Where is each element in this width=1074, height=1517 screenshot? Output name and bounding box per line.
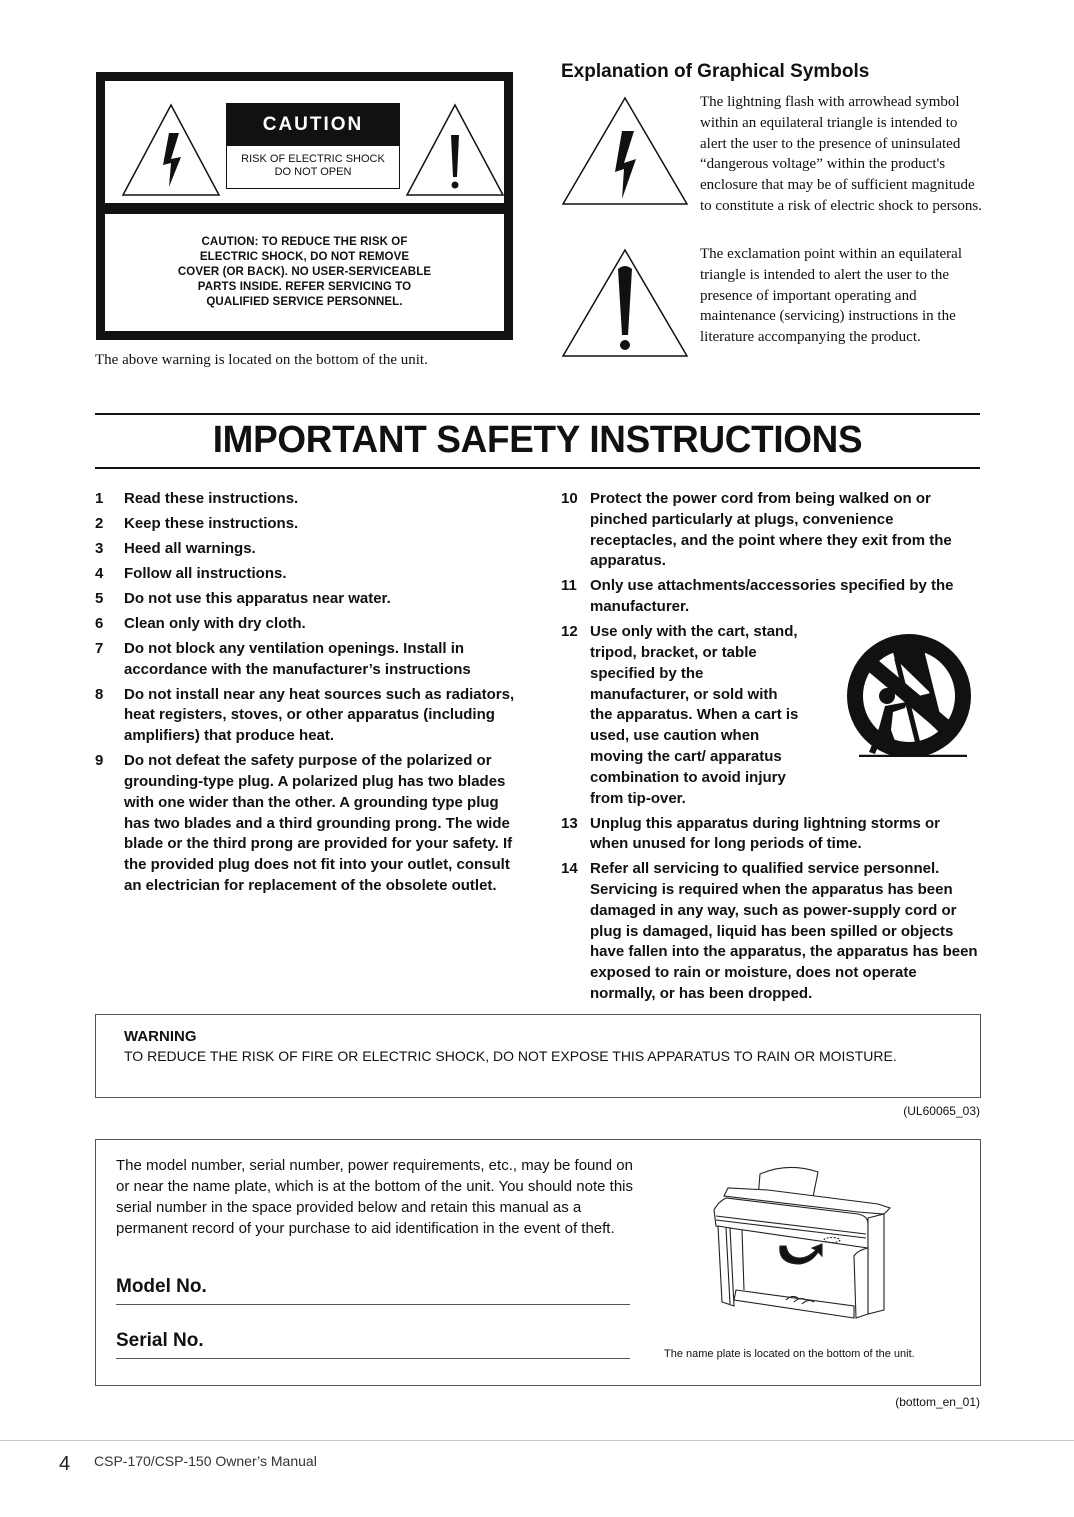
caution-label-bottom: [105, 214, 504, 331]
lightning-triangle-icon: [119, 101, 223, 198]
instruction-item: [561, 576, 981, 618]
instruction-number: 8: [95, 685, 104, 703]
serial-number-field[interactable]: [116, 1330, 630, 1359]
warning-title: WARNING: [124, 1028, 197, 1045]
instruction-text: Unplug this apparatus during lightning storms or when unused for long periods of time.: [590, 814, 940, 853]
page-title: IMPORTANT SAFETY INSTRUCTIONS: [212, 419, 863, 461]
instruction-number: 1: [95, 490, 104, 507]
instruction-text: Heed all warnings.: [124, 539, 256, 557]
instruction-number: 4: [95, 564, 104, 582]
lightning-explanation-text: The lightning flash with arrowhead symbol within an equilateral triangle is intended to alert the user to the presence of uninsulated “dangerous voltage” within the product's enclosure that may be of sufficient magnitude to constitute a risk of electric shock to persons.: [700, 94, 983, 214]
instruction-number: 3: [95, 539, 104, 557]
instruction-text: Do not defeat the safety purpose of the polarized or grounding-type plug. A polarized plug has two blades with one wider than the other. A grounding type plug has two blades and a third grounding prong. The wide blade or the third prong are provided for your safety. If the provided plug does not fit into your outlet, consult an electrician for replacement of the obsolete outlet.: [124, 752, 513, 895]
instruction-text: Use only with the cart, stand, tripod, bracket, or table specified by the manufacturer, or sold with the apparatus. When a cart is used, use caution when moving the cart/ apparatus combination to avoid injury from tip-over.: [590, 623, 799, 807]
instruction-text: Do not block any ventilation openings. Install in accordance with the manufacturer’s instructions: [124, 639, 471, 678]
warning-text: TO REDUCE THE RISK OF FIRE OR ELECTRIC SHOCK, DO NOT EXPOSE THIS APPARATUS TO RAIN OR MOISTURE.: [124, 1048, 897, 1064]
instruction-text: Keep these instructions.: [124, 514, 299, 532]
caution-body-line: QUALIFIED SERVICE PERSONNEL.: [206, 296, 403, 308]
instruction-item: [95, 751, 520, 897]
page-number: 4: [59, 1453, 71, 1475]
instruction-number: 12: [561, 623, 578, 641]
lightning-triangle-icon: [560, 95, 690, 207]
instruction-number: 7: [95, 639, 104, 657]
caution-body-line: COVER (OR BACK). NO USER-SERVICEABLE: [177, 266, 432, 278]
instruction-number: 5: [95, 589, 104, 607]
piano-illustration: [708, 1160, 898, 1336]
instruction-number: 6: [95, 614, 104, 632]
instruction-item: [561, 489, 981, 572]
caution-subtext: [227, 146, 399, 179]
caution-box: [226, 103, 400, 189]
nameplate-description: The model number, serial number, power requirements, etc., may be found on or near the name plate, which is at the bottom of the unit. You should note this serial number in the space provided below and retain this manual as a permanent record of your purchase to aid identification in the event of theft.: [116, 1157, 634, 1237]
title-rule-bottom: [95, 467, 980, 469]
exclamation-triangle-icon: [560, 247, 690, 359]
instruction-item: [95, 685, 520, 747]
instruction-number: 14: [561, 860, 578, 878]
caution-label-top: [105, 81, 504, 203]
instruction-item: [95, 514, 520, 535]
instruction-text: Do not install near any heat sources such as radiators, heat registers, stoves, or other apparatus (including amplifiers) that produce heat.: [124, 685, 515, 745]
instruction-text: Protect the power cord from being walked on or pinched particularly at plugs, convenience receptacles, and the point where they exit from the apparatus.: [590, 490, 952, 570]
model-number-label: Model No.: [116, 1276, 207, 1297]
instruction-number: 10: [561, 490, 578, 507]
warning-box: [95, 1014, 981, 1098]
caution-body-line: CAUTION: TO REDUCE THE RISK OF: [201, 236, 408, 248]
instruction-item: [95, 614, 520, 635]
instruction-text: Follow all instructions.: [124, 564, 287, 582]
instruction-item: [561, 859, 981, 1005]
caution-body-text: [178, 235, 431, 310]
instruction-item: [95, 539, 520, 560]
instruction-number: 11: [561, 577, 577, 595]
nameplate-reference-code: (bottom_en_01): [895, 1395, 980, 1409]
instruction-number: 2: [95, 514, 104, 532]
instruction-text: Do not use this apparatus near water.: [124, 589, 391, 607]
exclamation-explanation-text: The exclamation point within an equilateral triangle is intended to alert the user to the presence of important operating and maintenance (servicing) instructions in the literature accompanying the product.: [700, 246, 962, 346]
explanation-title: Explanation of Graphical Symbols: [561, 61, 870, 82]
instruction-text: Only use attachments/accessories specified by the manufacturer.: [590, 577, 954, 616]
instruction-item: [95, 564, 520, 585]
caution-subtext-line2: DO NOT OPEN: [274, 166, 352, 178]
instruction-item: [95, 589, 520, 610]
model-number-field[interactable]: [116, 1276, 630, 1305]
caution-subtext-line1: RISK OF ELECTRIC SHOCK: [241, 153, 385, 165]
manual-title: CSP-170/CSP-150 Owner’s Manual: [94, 1453, 317, 1469]
instruction-item: [561, 814, 981, 856]
instruction-number: 9: [95, 752, 104, 770]
caution-body-line: PARTS INSIDE. REFER SERVICING TO: [197, 281, 412, 293]
caution-body-line: ELECTRIC SHOCK, DO NOT REMOVE: [199, 251, 410, 263]
instruction-text: Clean only with dry cloth.: [124, 614, 306, 632]
nameplate-caption: The name plate is located on the bottom of the unit.: [664, 1348, 915, 1360]
caution-label-caption: The above warning is located on the bottom of the unit.: [95, 352, 428, 368]
footer-divider: [0, 1440, 1074, 1441]
instruction-item: [95, 489, 520, 510]
caution-label: [96, 72, 513, 340]
warning-reference-code: (UL60065_03): [903, 1104, 980, 1118]
caution-heading: CAUTION: [227, 104, 399, 146]
cart-tipover-warning-icon: [841, 628, 981, 770]
instruction-number: 13: [561, 814, 578, 832]
title-rule-top: [95, 413, 980, 415]
instructions-left-column: [95, 489, 520, 901]
instruction-text: Read these instructions.: [124, 490, 299, 507]
nameplate-box: [95, 1139, 981, 1386]
instruction-text: Refer all servicing to qualified service personnel. Servicing is required when the apparatus has been damaged in any way, such as power-supply cord or plug is damaged, liquid has been spilled or objects have fallen into the apparatus, the apparatus has been exposed to rain or moisture, does not operate normally, or has been dropped.: [590, 860, 978, 1003]
instruction-item: [95, 639, 520, 681]
exclamation-triangle-icon: [403, 101, 507, 198]
serial-number-label: Serial No.: [116, 1330, 204, 1351]
